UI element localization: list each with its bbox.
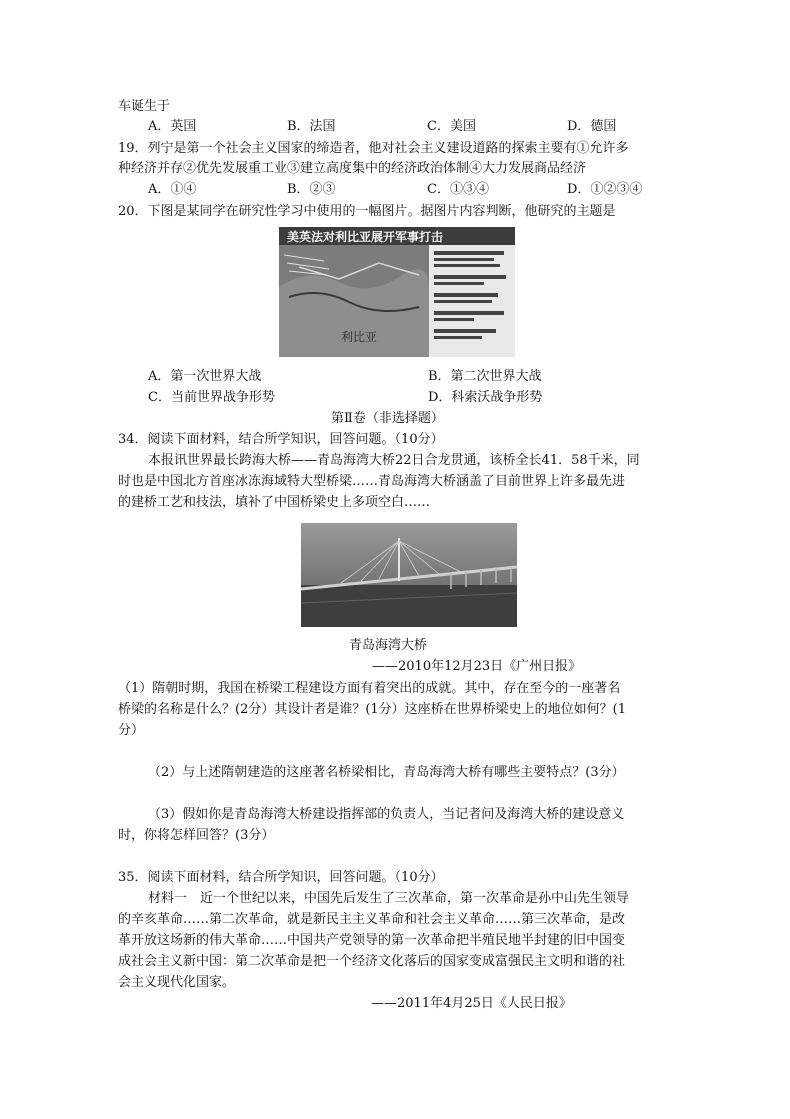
q34-sub1-line3: 分）: [118, 723, 145, 738]
q20-option-b: B．第二次世界大战: [428, 369, 542, 384]
q20-option-a: A．第一次世界大战: [148, 369, 262, 384]
q18-option-b: B．法国: [287, 119, 336, 134]
q34-material-line3: 的建桥工艺和技法，填补了中国桥梁史上多项空白……: [118, 495, 431, 510]
bridge-photo: [301, 523, 517, 627]
q19-stem-line2: 种经济并存②优先发展重工业③建立高度集中的经济政治体制④大力发展商品经济: [118, 161, 587, 176]
q18-stem-tail: 车诞生于: [118, 99, 171, 114]
q34-sub1-line2: 桥梁的名称是什么？(2分）其设计者是谁？(1分）这座桥在世界桥梁史上的地位如何？(1: [118, 702, 627, 717]
figure-title: 美英法对利比亚展开军事打击: [287, 230, 444, 244]
libya-strike-figure: [279, 227, 515, 357]
q34-material-line2: 时也是中国北方首座冰冻海域特大型桥梁……青岛海湾大桥涵盖了目前世界上许多最先进: [118, 474, 626, 489]
bridge-caption: 青岛海湾大桥: [349, 638, 428, 653]
q35-material-line4: 成社会主义新中国：第二次革命是把一个经济文化落后的国家变成富强民主文明和谐的社: [118, 954, 626, 969]
q19-option-a: A．①④: [148, 182, 197, 197]
q35-stem: 35．阅读下面材料，结合所学知识，回答问题。（10分）: [118, 870, 444, 885]
q20-option-c: C．当前世界战争形势: [148, 390, 275, 405]
q18-option-d: D．德国: [567, 119, 617, 134]
q19-option-c: C．①③④: [427, 182, 489, 197]
q34-sub3-line1: （3）假如你是青岛海湾大桥建设指挥部的负责人，当记者问及海湾大桥的建设意义: [148, 807, 625, 822]
q19-option-b: B．②③: [287, 182, 336, 197]
q35-source: ——2011年4月25日《人民日报》: [371, 996, 572, 1011]
q34-sub3-line2: 时，你将怎样回答？(3分）: [118, 828, 275, 843]
q20-option-d: D．科索沃战争形势: [428, 390, 543, 405]
q18-option-a: A．英国: [148, 119, 197, 134]
q35-material-line1: 材料一 近一个世纪以来，中国先后发生了三次革命，第一次革命是孙中山先生领导: [148, 891, 630, 906]
q34-material-line1: 本报讯世界最长跨海大桥——青岛海湾大桥22日合龙贯通，该桥全长41．58千米，同: [148, 453, 640, 468]
q19-option-d: D．①②③④: [567, 182, 643, 197]
map-label: 利比亚: [341, 330, 378, 344]
q34-source: ——2010年12月23日《广州日报》: [372, 659, 582, 674]
q34-sub2: （2）与上述隋朝建造的这座著名桥梁相比，青岛海湾大桥有哪些主要特点？(3分）: [148, 765, 625, 780]
section-title: 第Ⅱ卷（非选择题）: [331, 411, 444, 426]
q35-material-line2: 的辛亥革命……第二次革命，就是新民主主义革命和社会主义革命……第三次革命，是改: [118, 912, 626, 927]
q34-sub1-line1: （1）隋朝时期，我国在桥梁工程建设方面有着突出的成就。其中，存在至今的一座著名: [118, 681, 621, 696]
qingdao-bay-bridge-image: [301, 523, 517, 627]
libya-map-image: [279, 227, 515, 357]
q20-stem: 20．下图是某同学在研究性学习中使用的一幅图片。据图片内容判断，他研究的主题是: [118, 204, 616, 219]
q18-option-c: C．美国: [427, 119, 476, 134]
q35-material-line3: 革开放这场新的伟大革命……中国共产党领导的第一次革命把半殖民地半封建的旧中国变: [118, 933, 626, 948]
q34-stem: 34．阅读下面材料，结合所学知识，回答问题。（10分）: [118, 432, 444, 447]
q19-stem-line1: 19．列宁是第一个社会主义国家的缔造者，他对社会主义建设道路的探索主要有①允许多: [118, 141, 629, 156]
q35-material-line5: 会主义现代化国家。: [118, 975, 236, 990]
